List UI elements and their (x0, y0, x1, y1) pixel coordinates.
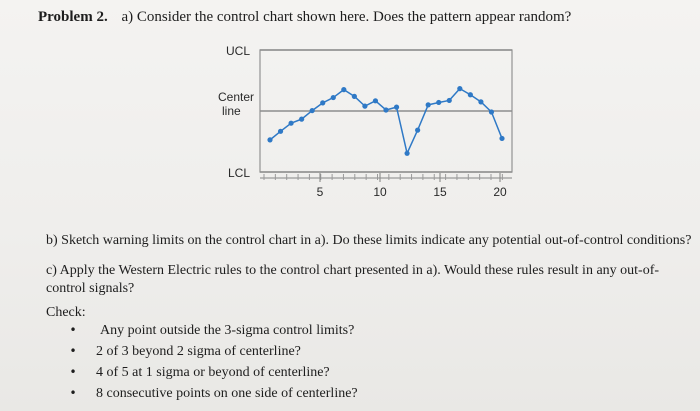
check-title: Check: (46, 305, 86, 320)
data-point (310, 108, 315, 113)
lcl-label: LCL (228, 166, 251, 180)
data-point (352, 94, 357, 99)
data-point (436, 100, 441, 105)
data-point (383, 107, 388, 112)
check-item (56, 362, 396, 383)
data-series-line (270, 89, 502, 154)
data-point (478, 99, 483, 104)
data-point (299, 117, 304, 122)
check-item (56, 320, 396, 341)
x-tick-label: 5 (316, 185, 324, 199)
problem-label: Problem 2. (38, 9, 108, 25)
data-point (278, 129, 283, 134)
check-list (56, 320, 396, 404)
data-point (394, 105, 399, 110)
data-point (341, 87, 346, 92)
check-item-text: 8 consecutive points on one side of centerline? (96, 386, 358, 401)
center-line-label (218, 90, 254, 118)
data-point (331, 95, 336, 100)
bullet-icon: • (69, 323, 77, 337)
part-c-question: c) Apply the Western Electric rules to the control chart presented in a). Would these rules result in any out-of-control signals? (46, 263, 660, 296)
center-line-label-part: Center (218, 90, 255, 104)
part-b-question: b) Sketch warning limits on the control chart in a). Do these limits indicate any potential out-of-control conditions? (46, 233, 692, 248)
check-item-text: 2 of 3 beyond 2 sigma of centerline? (96, 344, 301, 359)
check-item (56, 341, 396, 362)
data-point (426, 102, 431, 107)
data-point (267, 137, 272, 142)
x-tick-label: 15 (433, 185, 447, 199)
control-chart (208, 40, 526, 206)
data-point (404, 151, 409, 156)
data-point (288, 121, 293, 126)
x-tick-label: 10 (373, 185, 387, 199)
data-point (362, 104, 367, 109)
problem-heading (38, 8, 678, 27)
center-line-label-part: line (222, 104, 241, 118)
data-point (468, 92, 473, 97)
data-point (457, 86, 462, 91)
bullet-icon: • (69, 365, 77, 379)
part-a-question: a) Consider the control chart shown here. Does the pattern appear random? (121, 9, 572, 25)
data-point (447, 98, 452, 103)
ucl-label: UCL (226, 44, 251, 58)
data-point (373, 98, 378, 103)
x-tick-label: 20 (493, 185, 507, 199)
data-point (489, 109, 494, 114)
data-point (320, 100, 325, 105)
data-point (499, 136, 504, 141)
check-item-text: Any point outside the 3-sigma control limits? (100, 323, 355, 338)
check-item-text: 4 of 5 at 1 sigma or beyond of centerline? (96, 365, 330, 380)
data-point (415, 128, 420, 133)
bullet-icon: • (69, 344, 77, 358)
bullet-icon: • (69, 386, 77, 400)
control-chart-svg (208, 40, 526, 206)
check-item (56, 383, 396, 404)
